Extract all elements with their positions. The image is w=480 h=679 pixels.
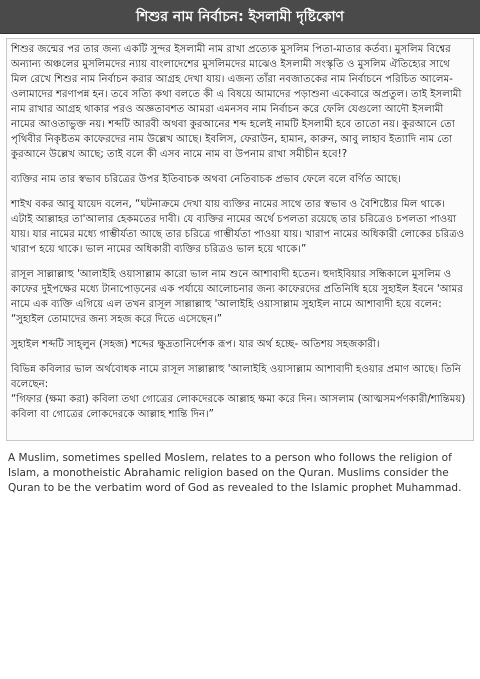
paragraph-suhail-meaning: সুহাইল শব্দটি সাহ্‌লুন (সহজ) শব্দের ক্ষুদ্রতানির্দেশক রূপ। যার অর্থ হচ্ছে- অতিশয় সহজকারী।: [11, 339, 380, 350]
paragraph-hudaibiya: রাসূল সাল্লাল্লাহু 'আলাইহি ওয়াসাল্লাম কারো ভাল নাম শুনে আশাবাদী হতেন। হুদাইবিয়ার সন্ধিকালে মুসলিম ও কাফের দুইপক্ষের মধ্যে টানাপোড়নের এক পর্যায়ে আলোচনার জন্য কাফেরদের প্রতিনিধি হয়ে সুহাইল ইবনে 'আমর নামে এক ব্যক্তি এগিয়ে এল তখন রাসূল সাল্লাল্লাহু 'আলাইহি ওয়াসাল্লাম সুহাইল নামে আশাবাদী হয়ে বলেন: “সুহাইল তোমাদের জন্য সহজ করে দিতে এসেছেন।”: [11, 269, 463, 325]
paragraph-sheikh-quote: শাইখ বকর আবু যায়েদ বলেন, “ঘটনাক্রমে দেখা যায় ব্যক্তির নামের সাথে তার স্বভাব ও বৈশিষ্ট্যের মিল থাকে। এটাই আল্লাহর তা'আলার হেকমতের দাবী। যে ব্যক্তির নামের অর্থে চপলতা রয়েছে তার চরিত্রেও চপলতা পাওয়া যায়। যার নামের মধ্যে গাম্ভীর্যতা আছে তার চরিত্রে গাম্ভীর্যতা পাওয়া যায়। খারাপ নামের অধিকারী লোকের চরিত্রও খারাপ হয়ে থাকে। ভাল নামের অধিকারী ব্যক্তির চরিত্রও ভাল হয়ে থাকে।”: [11, 199, 465, 255]
english-description: A Muslim, sometimes spelled Moslem, relates to a person who follows the religion of Islam, a monotheistic Abrahamic religion based on the Quran. Muslims consider the Quran to be the verbatim word of God as revealed to the Islamic prophet Muhammad.: [8, 452, 462, 494]
paragraph-name-effect: ব্যক্তির নাম তার স্বভাব চরিত্রের উপর ইতিবাচক অথবা নেতিবাচক প্রভাব ফেলে বলে বর্ণিত আছে।: [11, 174, 401, 185]
title-bar: [0, 0, 480, 34]
paragraph-intro: শিশুর জন্মের পর তার জন্য একটি সুন্দর ইসলামী নাম রাখা প্রত্যেক মুসলিম পিতা-মাতার কর্তব্য। মুসলিম বিশ্বের অন্যান্য অঞ্চলের মুসলিমদের ন্যায় বাংলাদেশের মুসলিমদের মাঝেও ইসলামী সংস্কৃতি ও মুসলিম ঐতিহ্যের সাথে মিল রেখে শিশুর নাম নির্বাচন করার আগ্রহ দেখা যায়। এজন্য তাঁরা নবজাতকের নাম নির্বাচনে পরিচিত আলেম-ওলামাদের শরণাপন্ন হন। তবে সত্যি কথা বলতে কী এ বিষয়ে আমাদের পড়াশুনা একেবারে অপ্রতুল। তাই ইসলামী নাম রাখার আগ্রহ থাকার পরও অজ্ঞতাবশত আমরা এমনসব নাম নির্বাচন করে ফেলি যেগুলো আদৌ ইসলামী নামের আওতাভুক্ত নয়। শব্দটি আরবী অথবা কুরআনের শব্দ হলেই নামটি ইসলামী হবে তাতো নয়। কুরআনে তো পৃথিবীর নিকৃষ্টতম কাফেরদের নাম উল্লেখ আছে। ইবলিস, ফেরাউন, হামান, কারুন, আবু লাহাব ইত্যাদি নাম তো কুরআনে উল্লেখ আছে; তাই বলে কী এসব নামে নাম বা উপনাম রাখা সমীচীন হবে!?: [11, 44, 462, 160]
content-area[interactable]: [0, 34, 480, 496]
page-title: শিশুর নাম নির্বাচন: ইসলামী দৃষ্টিকোণ: [136, 8, 344, 25]
paragraph-tribes: বিভিন্ন কবিলার ভাল অর্থবোধক নামে রাসূল সাল্লাল্লাহু 'আলাইহি ওয়াসাল্লাম আশাবাদী হওয়ার প্রমাণ আছে। তিনি বলেছেন: “গিফার (ক্ষমা করা) কবিলা তথা গোত্রের লোকদেরকে আল্লাহ ক্ষমা করে দিন। আসলাম (আত্মসমর্পণকারী/শান্তিময়) কবিলা বা গোত্রের লোকদেরকে আল্লাহ শান্তি দিন।”: [11, 364, 466, 420]
article-body: [6, 38, 474, 441]
